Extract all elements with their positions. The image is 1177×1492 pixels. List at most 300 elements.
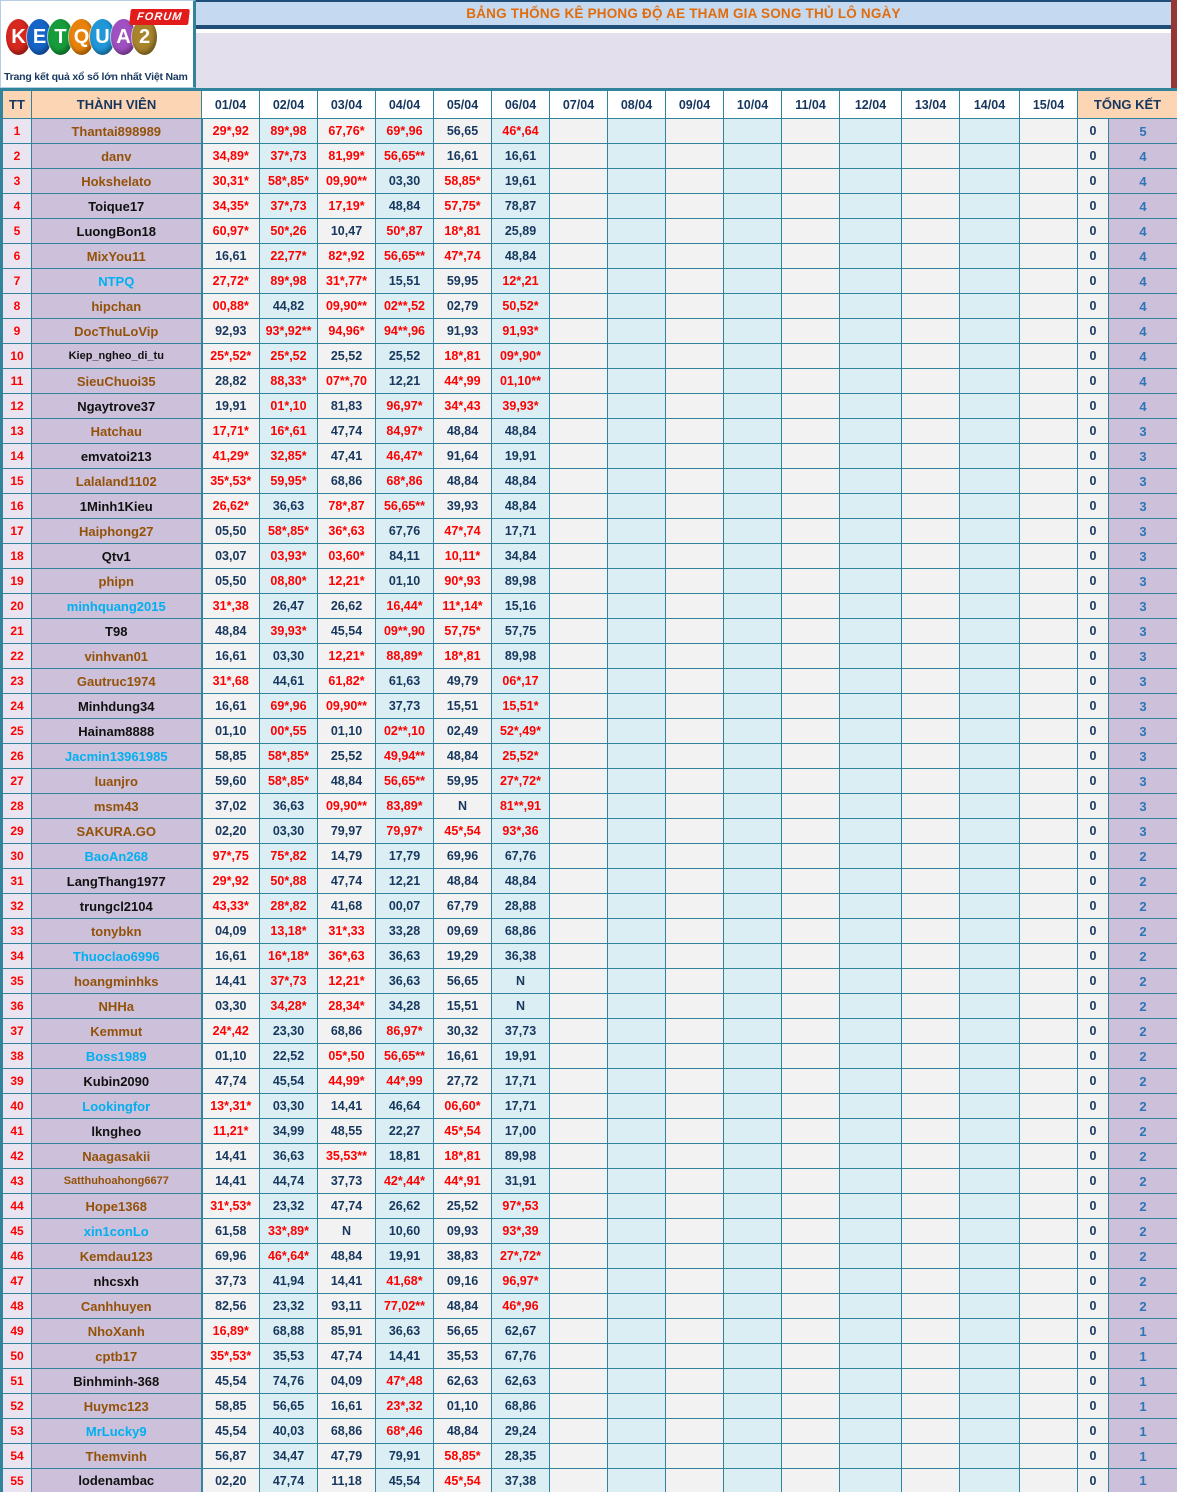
member-name-cell[interactable]: Minhdung34 (32, 694, 202, 719)
score-cell: 01,10 (202, 1044, 260, 1069)
empty-score-cell (840, 1469, 902, 1492)
score-cell: 69*,96 (376, 119, 434, 144)
empty-score-cell (666, 694, 724, 719)
member-name-cell[interactable]: Naagasakii (32, 1144, 202, 1169)
total-count-cell: 3 (1109, 594, 1177, 619)
empty-score-cell (608, 469, 666, 494)
table-row (2, 869, 1177, 894)
empty-score-cell (724, 144, 782, 169)
score-cell: 46,47* (376, 444, 434, 469)
score-cell: 39,93* (260, 619, 318, 644)
score-cell: 09,16 (434, 1269, 492, 1294)
empty-score-cell (1020, 269, 1078, 294)
score-cell: 88,89* (376, 644, 434, 669)
empty-score-cell (902, 819, 960, 844)
member-name-cell[interactable]: Toique17 (32, 194, 202, 219)
row-index-cell: 5 (2, 219, 32, 244)
site-logo[interactable] (0, 0, 196, 88)
empty-score-cell (608, 1069, 666, 1094)
empty-score-cell (782, 719, 840, 744)
table-row (2, 319, 1177, 344)
empty-score-cell (550, 819, 608, 844)
empty-score-cell (550, 1294, 608, 1319)
empty-score-cell (550, 269, 608, 294)
row-index-cell: 39 (2, 1069, 32, 1094)
member-name-cell[interactable]: Lookingfor (32, 1094, 202, 1119)
empty-score-cell (960, 1069, 1020, 1094)
score-cell: 91,64 (434, 444, 492, 469)
total-count-cell: 4 (1109, 344, 1177, 369)
empty-score-cell (608, 1044, 666, 1069)
empty-score-cell (840, 1194, 902, 1219)
score-cell: 60,97* (202, 219, 260, 244)
total-zero-cell: 0 (1078, 694, 1109, 719)
member-name-cell[interactable]: DocThuLoVip (32, 319, 202, 344)
member-name-cell[interactable]: Jacmin13961985 (32, 744, 202, 769)
empty-score-cell (782, 894, 840, 919)
table-row (2, 269, 1177, 294)
score-cell: 12*,21 (492, 269, 550, 294)
score-cell: 56,65 (260, 1394, 318, 1419)
empty-score-cell (960, 344, 1020, 369)
empty-score-cell (666, 1319, 724, 1344)
total-zero-cell: 0 (1078, 1094, 1109, 1119)
empty-score-cell (1020, 1244, 1078, 1269)
score-cell: 31*,53* (202, 1194, 260, 1219)
score-cell: 56,65** (376, 144, 434, 169)
empty-score-cell (840, 744, 902, 769)
score-cell: 09**,90 (376, 619, 434, 644)
member-name-cell[interactable]: Hope1368 (32, 1194, 202, 1219)
score-cell: 34,47 (260, 1444, 318, 1469)
score-cell: 31,91 (492, 1169, 550, 1194)
score-cell: 94,96* (318, 319, 376, 344)
member-name-cell[interactable]: Gautruc1974 (32, 669, 202, 694)
member-name-cell[interactable]: msm43 (32, 794, 202, 819)
member-name-cell[interactable]: SieuChuoi35 (32, 369, 202, 394)
score-cell: 34,89* (202, 144, 260, 169)
member-name-cell[interactable]: Canhhuyen (32, 1294, 202, 1319)
empty-score-cell (608, 969, 666, 994)
total-zero-cell: 0 (1078, 544, 1109, 569)
table-row (2, 394, 1177, 419)
member-name-cell[interactable]: lodenambac (32, 1469, 202, 1492)
table-row (2, 1444, 1177, 1469)
member-name-cell[interactable]: trungcl2104 (32, 894, 202, 919)
member-name-cell[interactable]: Hokshelato (32, 169, 202, 194)
empty-score-cell (782, 1019, 840, 1044)
member-name-cell[interactable]: hoangminhks (32, 969, 202, 994)
score-cell: 48,84 (434, 1294, 492, 1319)
score-cell: 41,68* (376, 1269, 434, 1294)
empty-score-cell (782, 619, 840, 644)
empty-score-cell (840, 1244, 902, 1269)
empty-score-cell (608, 1144, 666, 1169)
empty-score-cell (1020, 1294, 1078, 1319)
score-cell: 23,32 (260, 1294, 318, 1319)
score-cell: 37,02 (202, 794, 260, 819)
score-cell: 09,90** (318, 794, 376, 819)
empty-score-cell (840, 1294, 902, 1319)
row-index-cell: 31 (2, 869, 32, 894)
score-cell: 16,61 (202, 644, 260, 669)
empty-score-cell (724, 269, 782, 294)
empty-score-cell (960, 519, 1020, 544)
total-zero-cell: 0 (1078, 419, 1109, 444)
score-cell: 17,79 (376, 844, 434, 869)
empty-score-cell (960, 594, 1020, 619)
empty-score-cell (960, 169, 1020, 194)
empty-score-cell (782, 1069, 840, 1094)
score-cell: 91,93* (492, 319, 550, 344)
empty-score-cell (902, 1369, 960, 1394)
empty-score-cell (608, 1269, 666, 1294)
member-name-cell[interactable]: Haiphong27 (32, 519, 202, 544)
score-cell: 36,63 (260, 494, 318, 519)
empty-score-cell (960, 219, 1020, 244)
score-cell: 14,41 (202, 969, 260, 994)
empty-score-cell (666, 194, 724, 219)
score-cell: 36,63 (260, 1144, 318, 1169)
score-cell: 48,84 (492, 419, 550, 444)
member-name-cell[interactable]: Huymc123 (32, 1394, 202, 1419)
empty-score-cell (608, 994, 666, 1019)
member-name-cell[interactable]: phipn (32, 569, 202, 594)
empty-score-cell (550, 1344, 608, 1369)
empty-score-cell (724, 1244, 782, 1269)
score-cell: 46*,64 (492, 119, 550, 144)
score-cell: 61,82* (318, 669, 376, 694)
empty-score-cell (960, 619, 1020, 644)
member-name-cell[interactable]: luanjro (32, 769, 202, 794)
table-row (2, 569, 1177, 594)
empty-score-cell (960, 569, 1020, 594)
score-cell: 03,30 (260, 1094, 318, 1119)
empty-score-cell (902, 544, 960, 569)
empty-score-cell (840, 1019, 902, 1044)
empty-score-cell (902, 669, 960, 694)
row-index-cell: 19 (2, 569, 32, 594)
score-cell: 69,96 (434, 844, 492, 869)
score-cell: 03,60* (318, 544, 376, 569)
score-cell: 56,65** (376, 769, 434, 794)
member-name-cell[interactable]: LangThang1977 (32, 869, 202, 894)
score-cell: 18,81 (376, 1144, 434, 1169)
member-name-cell[interactable]: vinhvan01 (32, 644, 202, 669)
empty-score-cell (608, 1244, 666, 1269)
score-cell: 14,41 (202, 1144, 260, 1169)
member-name-cell[interactable]: NHHa (32, 994, 202, 1019)
empty-score-cell (782, 1219, 840, 1244)
empty-score-cell (902, 219, 960, 244)
total-zero-cell: 0 (1078, 1144, 1109, 1169)
score-cell: 25,52* (492, 744, 550, 769)
score-cell: 02**,52 (376, 294, 434, 319)
member-name-cell[interactable]: lkngheo (32, 1119, 202, 1144)
member-name-cell[interactable]: T98 (32, 619, 202, 644)
empty-score-cell (550, 1069, 608, 1094)
empty-score-cell (782, 269, 840, 294)
empty-score-cell (902, 594, 960, 619)
empty-score-cell (550, 869, 608, 894)
member-name-cell[interactable]: Themvinh (32, 1444, 202, 1469)
row-index-cell: 29 (2, 819, 32, 844)
empty-score-cell (902, 894, 960, 919)
empty-score-cell (666, 919, 724, 944)
empty-score-cell (724, 1019, 782, 1044)
score-cell: 49,79 (434, 669, 492, 694)
empty-score-cell (902, 619, 960, 644)
row-index-cell: 52 (2, 1394, 32, 1419)
empty-score-cell (782, 169, 840, 194)
empty-score-cell (550, 644, 608, 669)
empty-score-cell (1020, 244, 1078, 269)
empty-score-cell (608, 669, 666, 694)
score-cell: 44*,99 (434, 369, 492, 394)
member-name-cell[interactable]: Thuoclao6996 (32, 944, 202, 969)
member-name-cell[interactable]: Kubin2090 (32, 1069, 202, 1094)
empty-score-cell (782, 1094, 840, 1119)
empty-score-cell (960, 269, 1020, 294)
member-name-cell[interactable]: Binhminh-368 (32, 1369, 202, 1394)
member-name-cell[interactable]: Boss1989 (32, 1044, 202, 1069)
table-row (2, 1094, 1177, 1119)
member-name-cell[interactable]: Hatchau (32, 419, 202, 444)
score-cell: 89,98 (492, 569, 550, 594)
empty-score-cell (1020, 794, 1078, 819)
member-name-cell[interactable]: minhquang2015 (32, 594, 202, 619)
member-name-cell[interactable]: MrLucky9 (32, 1419, 202, 1444)
score-cell: 62,63 (492, 1369, 550, 1394)
member-name-cell[interactable]: Kemmut (32, 1019, 202, 1044)
score-cell: 09*,90* (492, 344, 550, 369)
table-row (2, 1019, 1177, 1044)
row-index-cell: 32 (2, 894, 32, 919)
empty-score-cell (724, 819, 782, 844)
total-count-cell: 2 (1109, 844, 1177, 869)
empty-score-cell (666, 1269, 724, 1294)
empty-score-cell (550, 619, 608, 644)
empty-score-cell (1020, 569, 1078, 594)
total-count-cell: 3 (1109, 444, 1177, 469)
total-zero-cell: 0 (1078, 1244, 1109, 1269)
table-row (2, 494, 1177, 519)
total-zero-cell: 0 (1078, 194, 1109, 219)
member-name-cell[interactable]: 1Minh1Kieu (32, 494, 202, 519)
score-cell: 68,88 (260, 1319, 318, 1344)
total-zero-cell: 0 (1078, 494, 1109, 519)
empty-score-cell (960, 1094, 1020, 1119)
empty-score-cell (724, 1169, 782, 1194)
score-cell: 47,74 (318, 419, 376, 444)
empty-score-cell (902, 494, 960, 519)
score-cell: 67,76 (376, 519, 434, 544)
score-cell: 79,91 (376, 1444, 434, 1469)
empty-score-cell (724, 694, 782, 719)
empty-score-cell (1020, 844, 1078, 869)
empty-score-cell (724, 294, 782, 319)
empty-score-cell (666, 1144, 724, 1169)
empty-score-cell (666, 794, 724, 819)
empty-score-cell (1020, 994, 1078, 1019)
total-zero-cell: 0 (1078, 1194, 1109, 1219)
empty-score-cell (608, 519, 666, 544)
empty-score-cell (1020, 894, 1078, 919)
empty-score-cell (960, 119, 1020, 144)
total-zero-cell: 0 (1078, 519, 1109, 544)
table-row (2, 1294, 1177, 1319)
score-cell: 36,38 (492, 944, 550, 969)
empty-score-cell (902, 1419, 960, 1444)
member-name-cell[interactable]: xin1conLo (32, 1219, 202, 1244)
empty-score-cell (840, 169, 902, 194)
member-name-cell[interactable]: NhoXanh (32, 1319, 202, 1344)
score-cell: 45,54 (376, 1469, 434, 1492)
row-index-cell: 11 (2, 369, 32, 394)
empty-score-cell (666, 994, 724, 1019)
member-name-cell[interactable]: tonybkn (32, 919, 202, 944)
score-cell: 15,16 (492, 594, 550, 619)
member-name-cell[interactable]: SAKURA.GO (32, 819, 202, 844)
table-row (2, 1369, 1177, 1394)
empty-score-cell (608, 744, 666, 769)
empty-score-cell (840, 619, 902, 644)
member-name-cell[interactable]: hipchan (32, 294, 202, 319)
total-count-cell: 1 (1109, 1394, 1177, 1419)
score-cell: 06*,17 (492, 669, 550, 694)
member-name-cell[interactable]: emvatoi213 (32, 444, 202, 469)
row-index-cell: 45 (2, 1219, 32, 1244)
empty-score-cell (960, 294, 1020, 319)
score-cell: 15,51 (434, 994, 492, 1019)
score-cell: 25*,52* (202, 344, 260, 369)
empty-score-cell (902, 169, 960, 194)
total-count-cell: 4 (1109, 294, 1177, 319)
table-row (2, 1244, 1177, 1269)
table-row (2, 294, 1177, 319)
score-cell: 68*,46 (376, 1419, 434, 1444)
empty-score-cell (724, 1219, 782, 1244)
empty-score-cell (840, 694, 902, 719)
member-name-cell[interactable]: Qtv1 (32, 544, 202, 569)
table-row (2, 994, 1177, 1019)
member-name-cell[interactable]: Thantai898989 (32, 119, 202, 144)
logo-letter: E (27, 19, 52, 55)
row-index-cell: 20 (2, 594, 32, 619)
empty-score-cell (724, 1294, 782, 1319)
member-name-cell[interactable]: cptb17 (32, 1344, 202, 1369)
empty-score-cell (608, 1219, 666, 1244)
empty-score-cell (1020, 369, 1078, 394)
score-cell: 96,97* (492, 1269, 550, 1294)
empty-score-cell (1020, 769, 1078, 794)
empty-score-cell (902, 244, 960, 269)
member-name-cell[interactable]: Satthuhoahong6677 (32, 1169, 202, 1194)
column-header-date: 02/04 (260, 90, 318, 119)
table-row (2, 819, 1177, 844)
empty-score-cell (840, 844, 902, 869)
row-index-cell: 14 (2, 444, 32, 469)
empty-score-cell (1020, 494, 1078, 519)
empty-score-cell (782, 769, 840, 794)
member-name-cell[interactable]: Ngaytrove37 (32, 394, 202, 419)
empty-score-cell (840, 394, 902, 419)
empty-score-cell (550, 1044, 608, 1069)
member-name-cell[interactable]: BaoAn268 (32, 844, 202, 869)
total-zero-cell: 0 (1078, 744, 1109, 769)
empty-score-cell (550, 594, 608, 619)
member-name-cell[interactable]: MixYou11 (32, 244, 202, 269)
empty-score-cell (902, 344, 960, 369)
empty-score-cell (902, 744, 960, 769)
total-count-cell: 2 (1109, 1219, 1177, 1244)
empty-score-cell (666, 1094, 724, 1119)
member-name-cell[interactable]: Kiep_ngheo_di_tu (32, 344, 202, 369)
empty-score-cell (782, 1344, 840, 1369)
empty-score-cell (724, 844, 782, 869)
empty-score-cell (550, 1269, 608, 1294)
score-cell: 47*,74 (434, 519, 492, 544)
total-zero-cell: 0 (1078, 144, 1109, 169)
total-zero-cell: 0 (1078, 719, 1109, 744)
empty-score-cell (1020, 469, 1078, 494)
empty-score-cell (666, 769, 724, 794)
member-name-cell[interactable]: Hainam8888 (32, 719, 202, 744)
empty-score-cell (1020, 1419, 1078, 1444)
empty-score-cell (782, 869, 840, 894)
empty-score-cell (1020, 194, 1078, 219)
member-name-cell[interactable]: NTPQ (32, 269, 202, 294)
table-row (2, 244, 1177, 269)
empty-score-cell (608, 1194, 666, 1219)
score-cell: 14,79 (318, 844, 376, 869)
member-name-cell[interactable]: Kemdau123 (32, 1244, 202, 1269)
column-header-tt: TT (2, 90, 32, 119)
row-index-cell: 48 (2, 1294, 32, 1319)
score-cell: 58,85* (434, 1444, 492, 1469)
empty-score-cell (666, 269, 724, 294)
total-zero-cell: 0 (1078, 1319, 1109, 1344)
member-name-cell[interactable]: Lalaland1102 (32, 469, 202, 494)
empty-score-cell (960, 669, 1020, 694)
empty-score-cell (960, 1019, 1020, 1044)
table-row (2, 1269, 1177, 1294)
total-zero-cell: 0 (1078, 1069, 1109, 1094)
empty-score-cell (1020, 644, 1078, 669)
empty-score-cell (666, 344, 724, 369)
empty-score-cell (724, 1469, 782, 1492)
empty-score-cell (782, 1419, 840, 1444)
table-row (2, 444, 1177, 469)
empty-score-cell (782, 1369, 840, 1394)
member-name-cell[interactable]: LuongBon18 (32, 219, 202, 244)
score-cell: 37*,73 (260, 969, 318, 994)
member-name-cell[interactable]: nhcsxh (32, 1269, 202, 1294)
empty-score-cell (840, 769, 902, 794)
column-header-date: 11/04 (782, 90, 840, 119)
banner (196, 0, 1171, 29)
score-cell: 93*,39 (492, 1219, 550, 1244)
score-cell: 67,76 (492, 844, 550, 869)
member-name-cell[interactable]: danv (32, 144, 202, 169)
empty-score-cell (1020, 1319, 1078, 1344)
empty-score-cell (550, 744, 608, 769)
empty-score-cell (666, 944, 724, 969)
empty-score-cell (666, 844, 724, 869)
score-cell: 06,60* (434, 1094, 492, 1119)
empty-score-cell (666, 519, 724, 544)
logo-letter: T (48, 19, 73, 55)
